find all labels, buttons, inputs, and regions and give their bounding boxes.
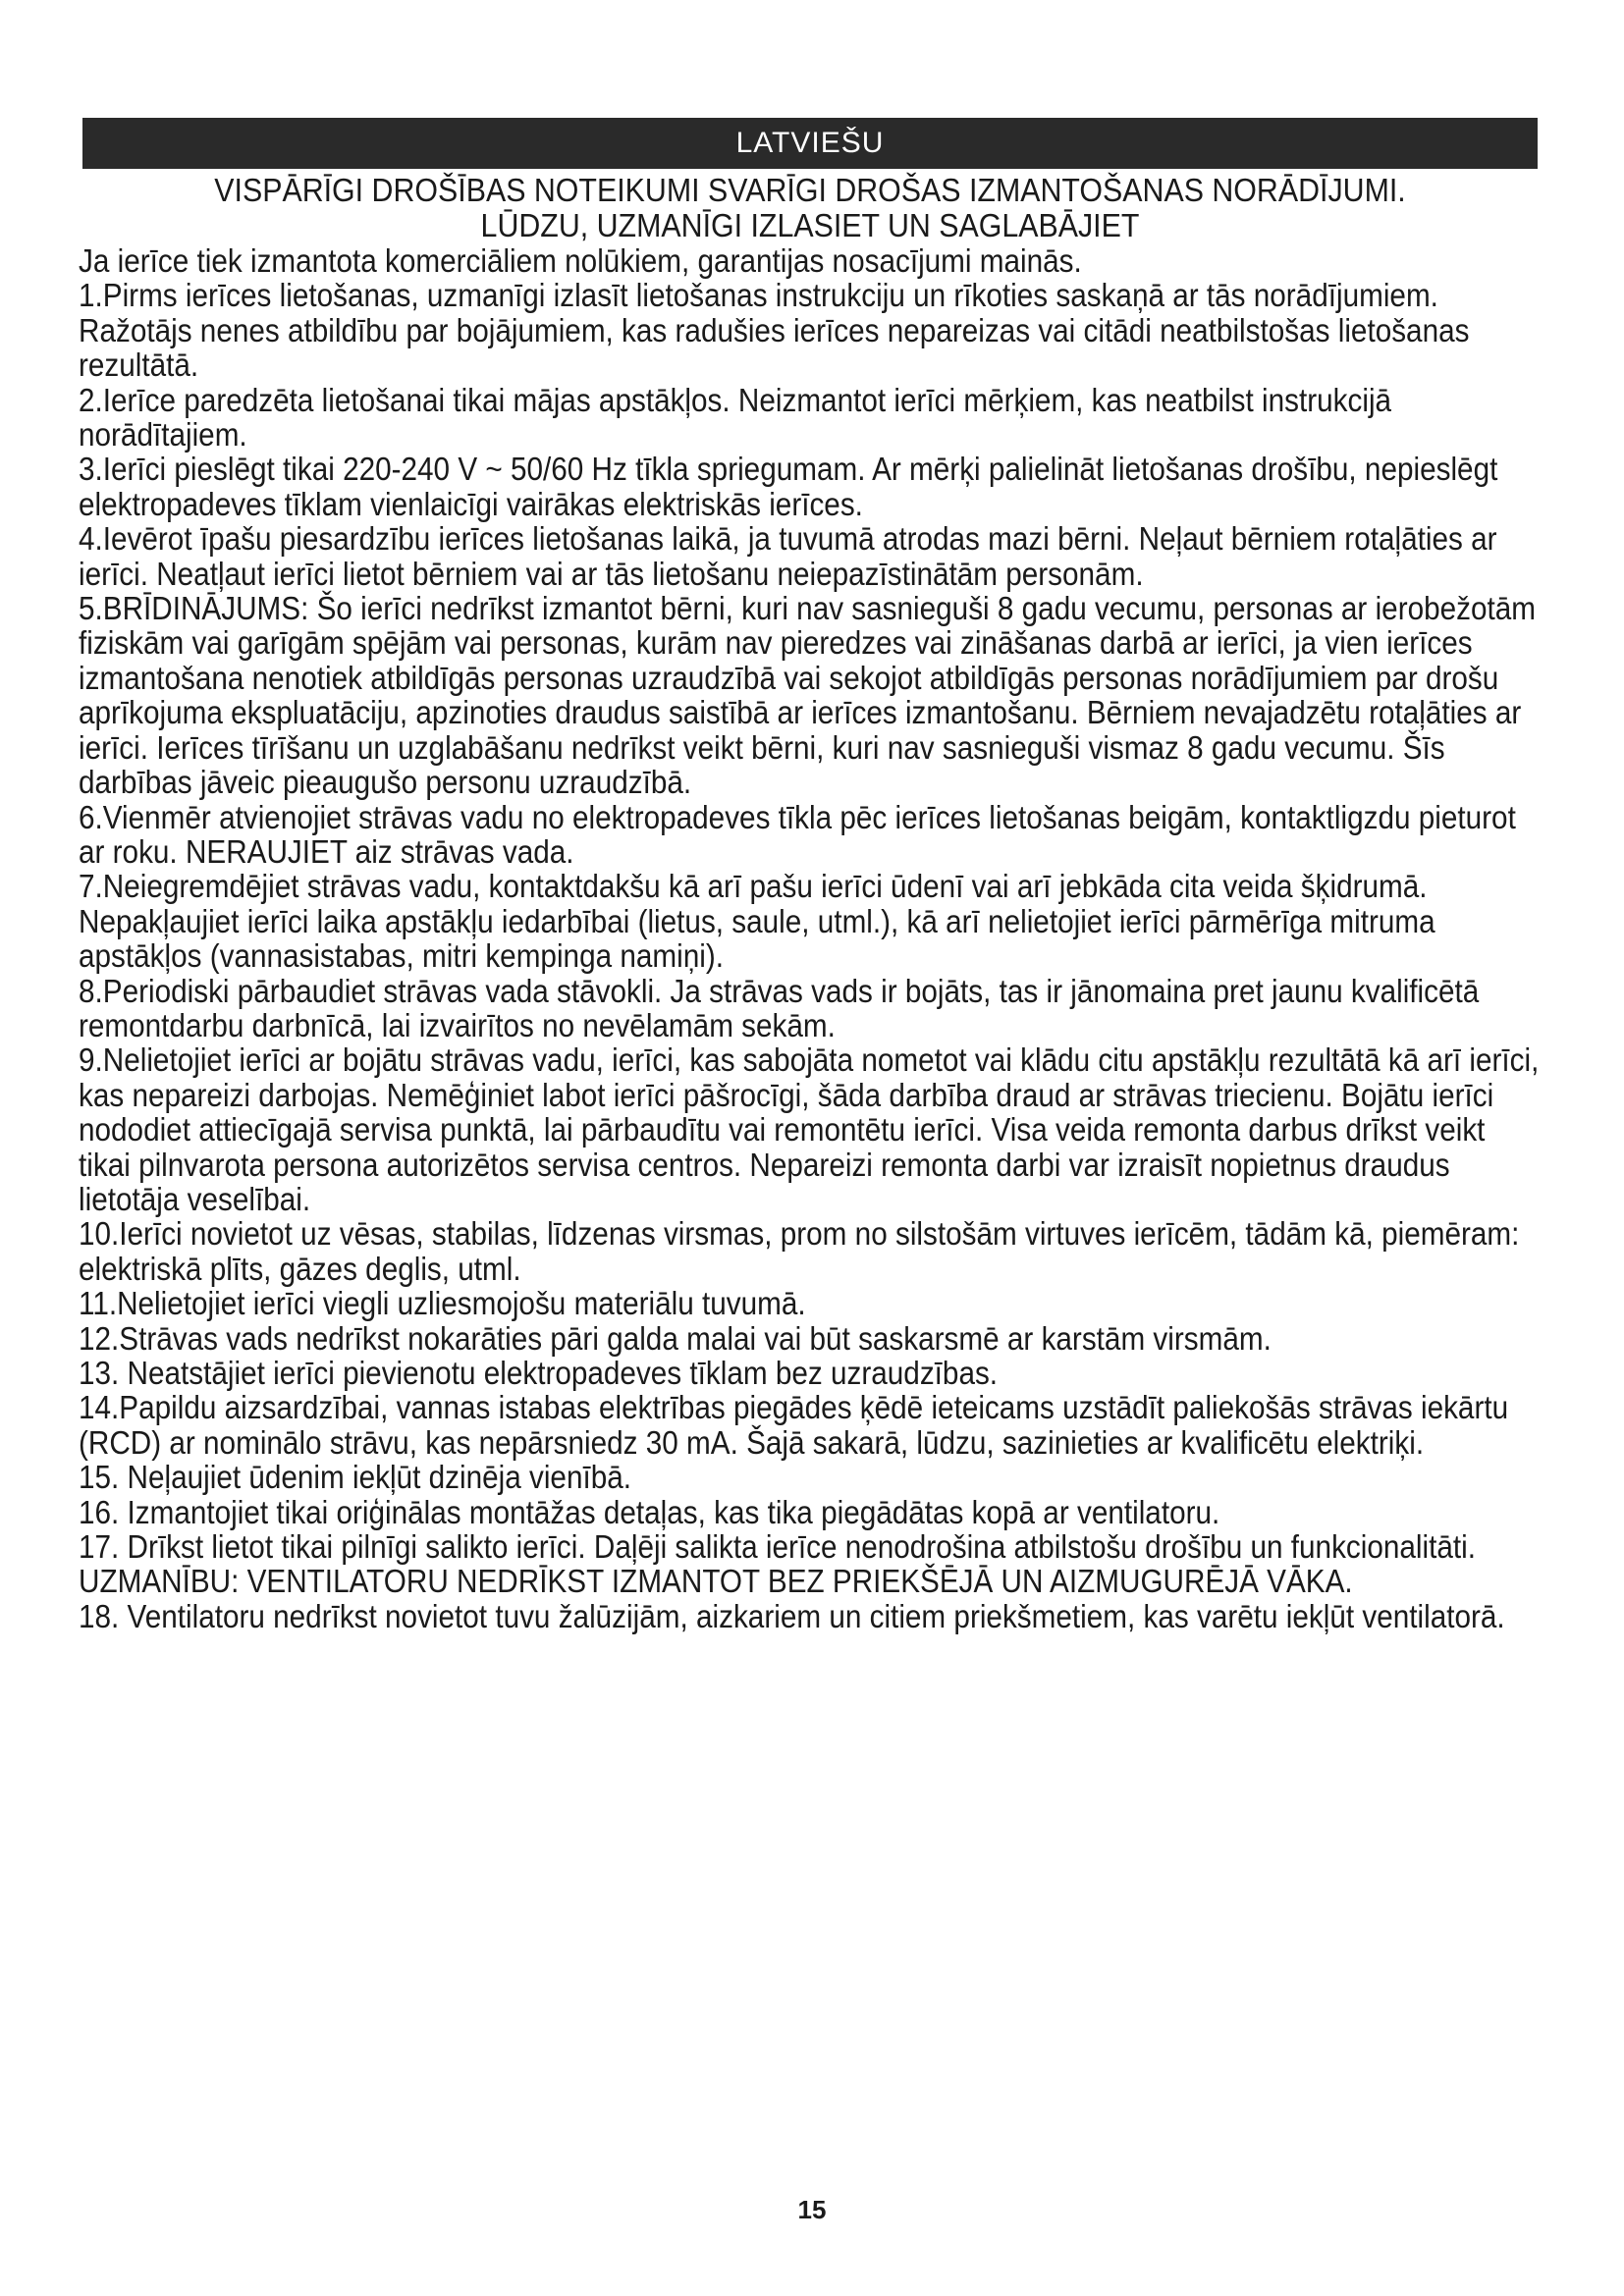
paragraph-commercial-use: Ja ierīce tiek izmantota komerciāliem nolūkiem, garantijas nosacījumi mainās.	[79, 242, 1082, 279]
paragraph-1: 1.Pirms ierīces lietošanas, uzmanīgi izlasīt lietošanas instrukciju un rīkoties saskaņā ar tās norādījumiem. Ražotājs nenes atbildību par bojājumiem, kas radušies ierīces nepareizas vai citādi neatbilstošas lietošanas rezultātā.	[79, 277, 1470, 384]
language-header-bar: LATVIEŠU	[82, 118, 1538, 169]
page-number: 15	[797, 2195, 827, 2224]
paragraph-15: 15. Neļaujiet ūdenim iekļūt dzinēja vienībā.	[79, 1459, 632, 1496]
paragraph-13: 13. Neatstājiet ierīci pievienotu elektropadeves tīklam bez uzraudzības.	[79, 1355, 999, 1391]
fan-cover-warning: UZMANĪBU: VENTILATORU NEDRĪKST IZMANTOT BEZ PRIEKŠĒJĀ UN AIZMUGURĒJĀ VĀKA.	[79, 1563, 1353, 1600]
manual-page	[79, 118, 1542, 1633]
paragraph-16: 16. Izmantojiet tikai oriģinālas montāžas detaļas, kas tika piegādātas kopā ar ventilatoru.	[79, 1493, 1220, 1530]
paragraph-10: 10.Ierīci novietot uz vēsas, stabilas, līdzenas virsmas, prom no silstošām virtuves ierīcēm, tādām kā, piemēram: elektriskā plīts, gāzes deglis, utml.	[79, 1215, 1520, 1287]
paragraph-2: 2.Ierīce paredzēta lietošanai tikai mājas apstākļos. Neizmantot ierīci mērķiem, kas neatbilst instrukcijā norādītajiem.	[79, 381, 1392, 454]
safety-instructions-body	[79, 243, 1541, 1633]
safety-title: VISPĀRĪGI DROŠĪBAS NOTEIKUMI SVARĪGI DROŠAS IZMANTOŠANAS NORĀDĪJUMI.	[214, 172, 1406, 208]
paragraph-18: 18. Ventilatoru nedrīkst novietot tuvu žalūzijām, aizkariem un citiem priekšmetiem, kas varētu iekļūt ventilatorā.	[79, 1597, 1505, 1634]
paragraph-12: 12.Strāvas vads nedrīkst nokarāties pāri galda malai vai būt saskarsmē ar karstām virsmām.	[79, 1319, 1272, 1357]
paragraph-4: 4.Ievērot īpašu piesardzību ierīces lietošanas laikā, ja tuvumā atrodas mazi bērni. Neļaut bērniem rotaļāties ar ierīci. Neatļaut ierīci lietot bērniem vai ar tās lietošanu neiepazīstinātām personām.	[79, 520, 1497, 592]
paragraph-5: 5.BRĪDINĀJUMS: Šo ierīci nedrīkst izmantot bērni, kuri nav sasnieguši 8 gadu vecumu, personas ar ierobežotām fiziskām vai garīgām spējām vai personas, kurām nav pieredzes vai zināšanas darbā ar ierīci, ja vien ierīces izmantošana nenotiek atbildīgās personas uzraudzībā vai sekojot atbildīgās personas norādījumiem par drošu aprīkojuma ekspluatāciju, apzinoties draudus saistībā ar ierīces izmantošanu. Bērniem nevajadzētu rotaļāties ar ierīci. Ierīces tīrīšanu un uzglabāšanu nedrīkst veikt bērni, kuri nav sasnieguši vismaz 8 gadu vecumu. Šīs darbības jāveic pieaugušo personu uzraudzībā.	[79, 590, 1537, 801]
paragraph-17: 17. Drīkst lietot tikai pilnīgi salikto ierīci. Daļēji salikta ierīce nenodrošina atbilstošu drošību un funkcionalitāti.	[79, 1528, 1476, 1566]
paragraph-14: 14.Papildu aizsardzībai, vannas istabas elektrības piegādes ķēdē ieteicams uzstādīt paliekošās strāvas iekārtu (RCD) ar nominālo strāvu, kas nepārsniedz 30 mA. Šajā sakarā, lūdzu, sazinieties ar kvalificētu elektriķi.	[79, 1389, 1509, 1461]
paragraph-3: 3.Ierīci pieslēgt tikai 220-240 V ~ 50/60 Hz tīkla spriegumam. Ar mērķi palielināt lietošanas drošību, nepieslēgt elektropadeves tīklam vienlaicīgi vairākas elektriskās ierīces.	[79, 451, 1498, 522]
paragraph-11: 11.Nelietojiet ierīci viegli uzliesmojošu materiālu tuvumā.	[79, 1285, 806, 1322]
paragraph-8: 8.Periodiski pārbaudiet strāvas vada stāvokli. Ja strāvas vads ir bojāts, tas ir jānomaina pret jaunu kvalificētā remontdarbu darbnīcā, lai izvairītos no nevēlamām sekām.	[79, 972, 1480, 1043]
paragraph-6: 6.Vienmēr atvienojiet strāvas vadu no elektropadeves tīkla pēc ierīces lietošanas beigām, kontaktligzdu pieturot ar roku. NERAUJIET aiz strāvas vada.	[79, 798, 1516, 870]
paragraph-7: 7.Neiegremdējiet strāvas vadu, kontaktdakšu kā arī pašu ierīci ūdenī vai arī jebkāda cita veida šķidrumā. Nepakļaujiet ierīci laika apstākļu iedarbībai (lietus, saule, utml.), kā arī nelietojiet ierīci pārmērīga mitruma apstākļos (vannasistabas, mitri kempinga namiņi).	[79, 868, 1435, 975]
safety-subtitle: LŪDZU, UZMANĪGI IZLASIET UN SAGLABĀJIET	[480, 207, 1140, 243]
paragraph-9: 9.Nelietojiet ierīci ar bojātu strāvas vadu, ierīci, kas sabojāta nometot vai klādu citu apstākļu rezultātā kā arī ierīci, kas nepareizi darbojas. Nemēģiniet labot ierīci pāšrocīgi, šāda darbība draud ar strāvas triecienu. Bojātu ierīci nododiet attiecīgajā servisa punktā, lai pārbaudītu vai remontētu ierīci. Visa veida remonta darbus drīkst veikt tikai pilnvarota persona autorizētos servisa centros. Nepareizi remonta darbi var izraisīt nopietnus draudus lietotāja veselībai.	[79, 1041, 1540, 1217]
